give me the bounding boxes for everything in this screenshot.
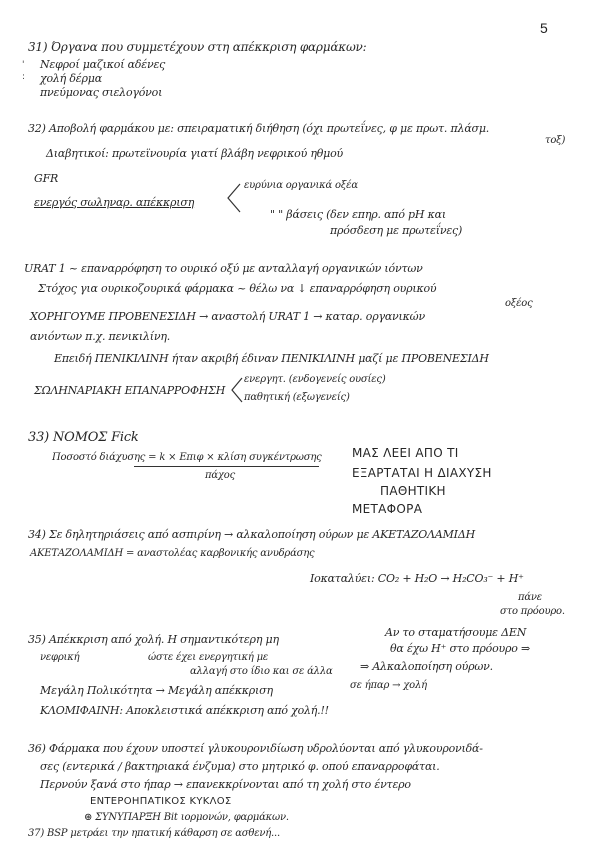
item-36-heading: 36) Φάρμακα που έχουν υποστεί γλυκουρονιδίωση υδρολύονται από γλυκουρονιδά- [28,742,483,755]
item-35-line-d: σε ήπαρ → χολή [350,680,427,691]
item-36-line-b: Περνούν ξανά στο ήπαρ → επανεκκρίνονται από τη χολή στο έντερο [40,778,411,791]
item-34-go: πάνε [518,592,542,603]
urat-line-a: URAT 1 ~ επαναρρόφηση το ουρικό οξύ με ανταλλαγή οργανικών ιόντων [24,262,423,275]
fraction-bar [134,466,319,467]
tubular-branch-2: παθητική (εξωγενείς) [244,392,350,403]
item-35-line-c: αλλαγή στο ίδιο και σε άλλα [190,666,333,677]
urat-line-b: Στόχος για ουρικοζουρικά φάρμακα ~ θέλω να ↓ επαναρρόφηση ουρικού [38,282,437,295]
item-34-reaction: Ιοκαταλύει: CO₂ + H₂O → H₂CO₃⁻ + H⁺ [310,572,524,585]
item-35-heading: 35) Απέκκριση από χολή. Η σημαντικότερη μη [28,633,279,646]
item-32-active-secretion: ενεργός σωληναρ. απέκκριση [34,196,195,209]
item-35-line-f: ΚΛΟΜΙΦΑΙΝΗ: Αποκλειστικά απέκκριση από χολή.!! [40,704,329,717]
item-32-heading: 32) Αποβολή φαρμάκου με: σπειραματική διήθηση (όχι πρωτεΐνες, φ με πρωτ. πλάσμ. [28,122,490,135]
urat-line-d: ανιόντων π.χ. πενικιλίνη. [30,330,171,343]
item-35-line-b: ώστε έχει ενεργητική με [148,652,269,663]
fick-formula-numerator: Ποσοστό διάχυσης = k × Επιφ × κλίση συγκέντρωσης [52,452,322,463]
item-35-line-e: Μεγάλη Πολικότητα → Μεγάλη απέκκριση [40,684,273,697]
item-31-line-c: πνεύμονας σιελογόνοι [40,86,163,99]
item-32-branch-2: " " βάσεις (δεν επηρ. από pH και [270,208,446,221]
urat-line-e: Επειδή ΠΕΝΙΚΙΛΙΝΗ ήταν ακριβή έδιναν ΠΕΝΙΚΙΛΙΝΗ μαζί με ΠΡΟΒΕΝΕΣΙΔΗ [54,352,489,365]
item-35-line-a: νεφρική [40,652,80,663]
brace-icon [222,182,242,216]
fick-note-4: ΜΕΤΑΦΟΡΑ [352,502,423,516]
item-34-note-2: θα έχω H⁺ στο πρόουρο ⇒ [390,642,531,655]
bullet-mark: : [22,72,26,82]
item-31-line-a: Νεφροί μαζικοί αδένες [40,58,166,71]
item-36-line-d: ⊛ ΣΥΝΥΠΑΡΞΗ Bit ιορμονών, φαρμάκων. [84,812,289,823]
page-number: 5 [540,20,548,36]
item-33-heading: 33) ΝΟΜΟΣ Fick [28,430,139,445]
item-31-heading: 31) Όργανα που συμμετέχουν στη απέκκριση φαρμάκων: [28,40,367,54]
tubular-branch-1: ενεργητ. (ενδογενείς ουσίες) [244,374,386,385]
item-37-heading: 37) BSP μετράει την ηπατική κάθαρση σε ασθενή... [28,828,280,839]
item-36-line-c: ΕΝΤΕΡΟΗΠΑΤΙΚΟΣ ΚΥΚΛΟΣ [90,796,232,807]
item-34-heading: 34) Σε δηλητηριάσεις από ασπιρίνη → αλκαλοποίηση ούρων με ΑΚΕΤΑΖΟΛΑΜΙΔΗ [28,528,475,541]
item-31-line-b: χολή δέρμα [40,72,102,85]
tubular-reabsorption: ΣΩΛΗΝΑΡΙΑΚΗ ΕΠΑΝΑΡΡΟΦΗΣΗ [34,384,226,397]
item-32-branch-2b: πρόσδεση με πρωτεΐνες) [330,224,463,237]
fick-formula-denominator: πάχος [205,470,236,481]
urat-line-c: ΧΟΡΗΓΟΥΜΕ ΠΡΟΒΕΝΕΣΙΔΗ → αναστολή URAT 1 → καταρ. οργανικών [30,310,425,323]
item-32-branch-1: ευρύνια οργανικά οξέα [244,180,358,191]
item-34-note-3: ⇒ Αλκαλοποίηση ούρων. [360,660,493,673]
fick-note-1: ΜΑΣ ΛΕΕΙ ΑΠΟ ΤΙ [352,446,459,460]
item-32-line-a: Διαβητικοί: πρωτεϊνουρία γιατί βλάβη νεφρικού ηθμού [46,147,344,160]
item-32-gfr: GFR [34,172,59,185]
item-34-line-a: ΑΚΕΤΑΖΟΛΑΜΙΔΗ = αναστολέας καρβονικής ανυδράσης [30,548,315,559]
item-36-line-a: σες (εντερικά / βακτηριακά ένζυμα) στο μητρικό φ. οπού επαναρροφάται. [40,760,440,773]
urat-line-b-note: οξέος [505,298,533,309]
bullet-mark: ' [22,60,25,70]
item-34-note-1: Αν το σταματήσουμε ΔΕΝ [385,626,527,639]
item-34-to-urine: στο πρόουρο. [500,606,565,617]
fick-note-3: ΠΑΘΗΤΙΚΗ [380,484,446,498]
item-32-note: τοξ) [545,135,566,146]
brace-icon [228,376,244,404]
fick-note-2: ΕΞΑΡΤΑΤΑΙ Η ΔΙΑΧΥΣΗ [352,466,492,480]
